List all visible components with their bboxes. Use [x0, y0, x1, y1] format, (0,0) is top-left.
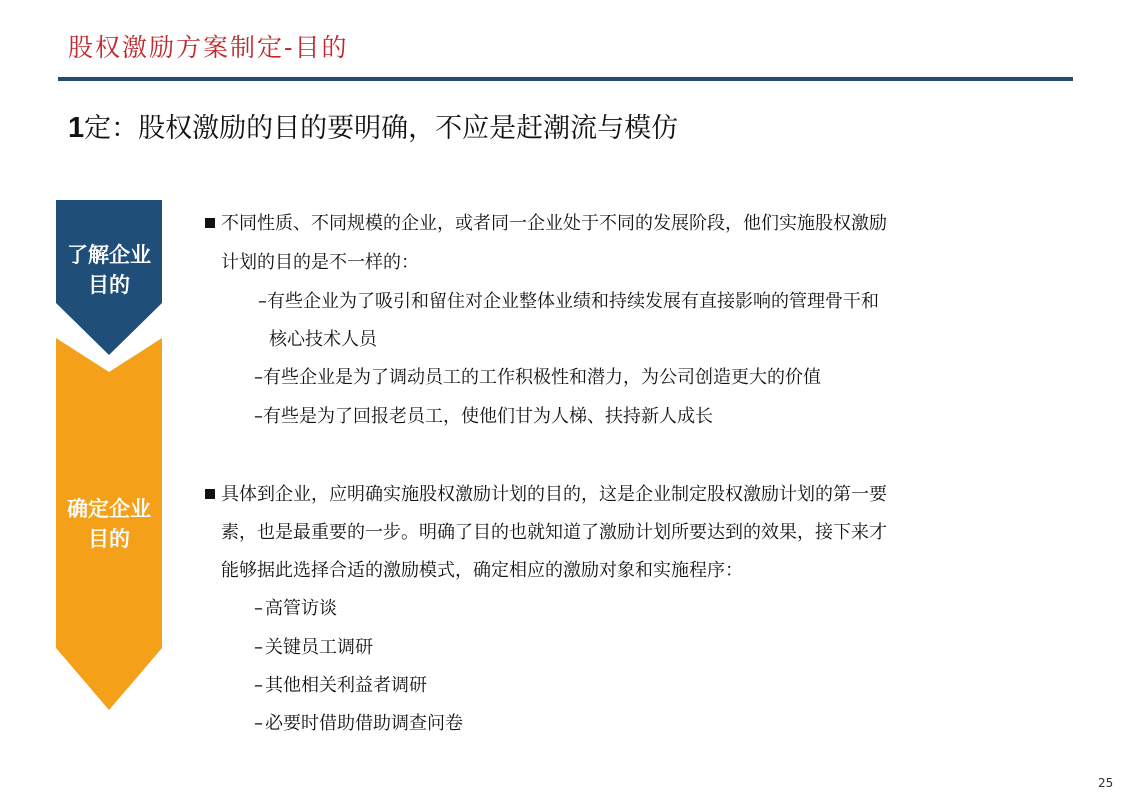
list-item: –有些企业为了吸引和留住对企业整体业绩和持续发展有直接影响的管理骨干和	[258, 291, 879, 312]
dash-bullet-icon: –	[254, 598, 263, 619]
list-item	[254, 712, 463, 736]
subtitle-number: 1	[68, 112, 85, 144]
list-item: –有些是为了回报老员工，使他们甘为人梯、扶持新人成长	[254, 406, 713, 427]
dash-bullet-icon: –	[254, 675, 263, 696]
list-item	[254, 636, 373, 660]
square-bullet-icon	[205, 218, 215, 228]
chevron-bottom-label	[56, 494, 162, 554]
list-item-text: 其他相关利益者调研	[265, 675, 427, 696]
slide-title: 股权激励方案制定-目的	[68, 33, 349, 62]
section2-lead-line1: 具体到企业，应明确实施股权激励计划的目的，这是企业制定股权激励计划的第一要	[221, 484, 887, 505]
section2-lead-line2: 素，也是最重要的一步。明确了目的也就知道了激励计划所要达到的效果，接下来才	[221, 522, 887, 543]
chevron-top-line2: 目的	[88, 273, 130, 297]
square-bullet-icon	[205, 489, 215, 499]
chevron-top-line1: 了解企业	[67, 243, 151, 267]
list-item: –有些企业是为了调动员工的工作积极性和潜力，为公司创造更大的价值	[254, 367, 821, 388]
list-item	[254, 597, 337, 621]
chevron-top-label	[56, 240, 162, 300]
list-item-text: 必要时借助借助调查问卷	[265, 713, 463, 734]
dash-bullet-icon: –	[254, 713, 263, 734]
list-item-text: 高管访谈	[265, 598, 337, 619]
section2-lead-line3: 能够据此选择合适的激励模式，确定相应的激励对象和实施程序：	[221, 560, 743, 581]
dash-bullet-icon: –	[254, 637, 263, 658]
chevron-bottom-line2: 目的	[88, 527, 130, 551]
chevron-bottom-line1: 确定企业	[67, 497, 151, 521]
title-divider	[58, 77, 1073, 81]
section2-bullet	[205, 483, 887, 507]
section1-lead-line2: 计划的目的是不一样的：	[221, 252, 419, 273]
section1-lead-line1: 不同性质、不同规模的企业，或者同一企业处于不同的发展阶段，他们实施股权激励	[221, 213, 887, 234]
section1-bullet	[205, 212, 887, 236]
page-number: 25	[1098, 776, 1114, 790]
list-item-text: 关键员工调研	[265, 637, 373, 658]
list-item: 核心技术人员	[269, 329, 377, 350]
subtitle-text: 定：股权激励的目的要明确，不应是赶潮流与模仿	[84, 113, 679, 144]
list-item	[254, 674, 427, 698]
subtitle	[68, 106, 678, 145]
